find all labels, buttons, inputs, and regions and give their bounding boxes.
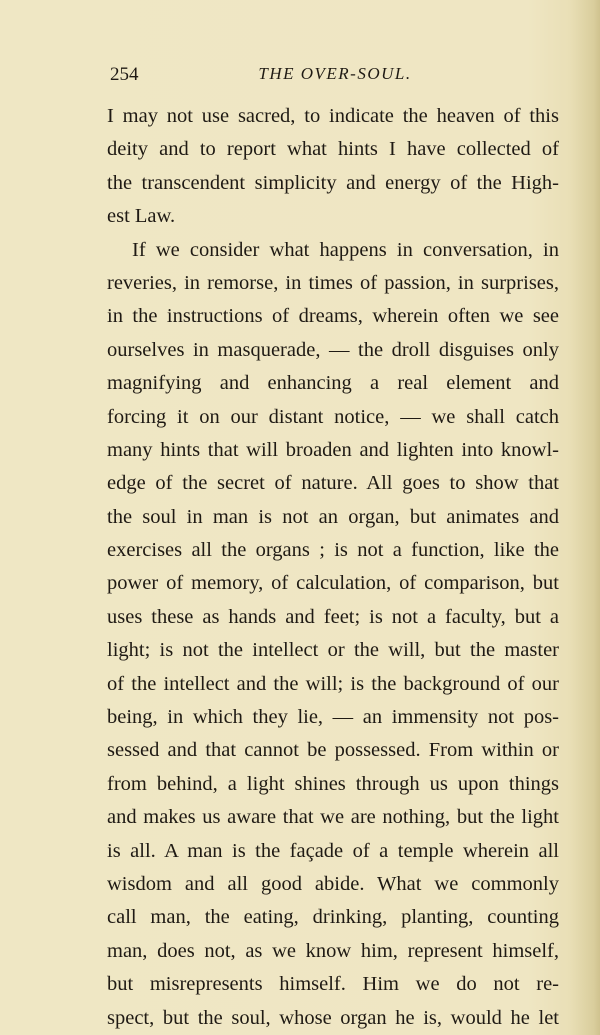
text-line: but misrepresents himself. Him we do not re-: [107, 973, 559, 996]
text-line: forcing it on our distant notice, — we shall catch: [107, 405, 559, 428]
text-line: from behind, a light shines through us upon things: [107, 772, 559, 795]
page-number: 254: [110, 64, 139, 85]
text-line: in the instructions of dreams, wherein often we see: [107, 305, 559, 328]
text-line: wisdom and all good abide. What we commonly: [107, 872, 559, 895]
running-head: [107, 64, 559, 96]
text-line: If we consider what happens in conversation, in: [132, 238, 559, 261]
text-line: exercises all the organs ; is not a function, like the: [107, 539, 559, 562]
text-line: and makes us aware that we are nothing, but the light: [107, 806, 559, 829]
text-line: est Law.: [107, 205, 176, 228]
text-line: is all. A man is the façade of a temple wherein all: [107, 839, 559, 862]
text-line: the soul in man is not an organ, but animates and: [107, 505, 559, 528]
text-line: man, does not, as we know him, represent himself,: [107, 939, 559, 962]
text-line: sessed and that cannot be possessed. From within or: [107, 739, 559, 762]
text-line: reveries, in remorse, in times of passion, in surprises,: [107, 271, 559, 294]
text-line: edge of the secret of nature. All goes to show that: [107, 472, 559, 495]
body-text: [107, 100, 559, 1035]
text-line: magnifying and enhancing a real element and: [107, 372, 559, 395]
text-line: light; is not the intellect or the will, but the master: [107, 639, 559, 662]
running-title: THE OVER-SOUL.: [258, 64, 412, 83]
text-line: ourselves in masquerade, — the droll disguises only: [107, 338, 559, 361]
book-page: [107, 64, 559, 1035]
text-line: call man, the eating, drinking, planting, counting: [107, 906, 559, 929]
text-line: many hints that will broaden and lighten into knowl-: [107, 438, 559, 461]
text-line: I may not use sacred, to indicate the heaven of this: [107, 105, 559, 127]
text-line: being, in which they lie, — an immensity not pos-: [107, 706, 559, 729]
text-line: power of memory, of calculation, of comparison, but: [107, 572, 559, 595]
text-line: deity and to report what hints I have collected of: [107, 138, 559, 161]
text-line: spect, but the soul, whose organ he is, would he let: [107, 1006, 559, 1029]
text-line: uses these as hands and feet; is not a faculty, but a: [107, 605, 559, 628]
text-line: the transcendent simplicity and energy of the High-: [107, 171, 559, 194]
text-line: of the intellect and the will; is the background of our: [107, 672, 559, 695]
